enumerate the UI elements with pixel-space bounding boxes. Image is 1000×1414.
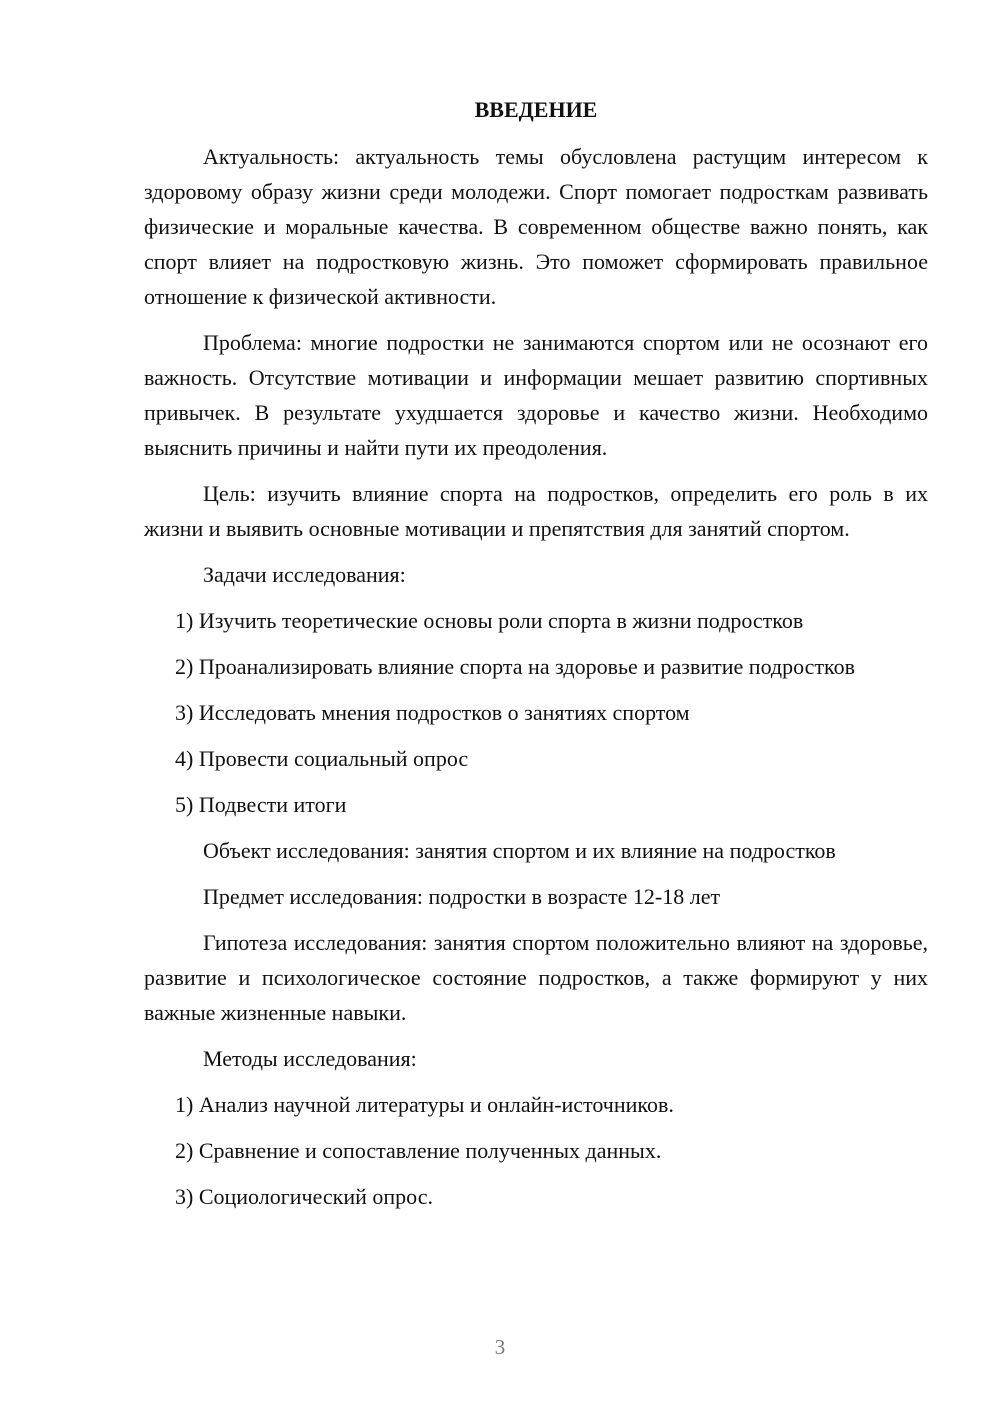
relevance-paragraph: Актуальность: актуальность темы обусловлена растущим интересом к здоровому образу жизни среди молодежи. Спорт помогает подросткам развивать физические и моральные качества. В современном обществе важно понять, как спорт влияет на подростковую жизнь. Это поможет сформировать правильное отношение к физической активности. <box>144 144 928 309</box>
page-number: 3 <box>494 1335 506 1359</box>
method-item: 3) Социологический опрос. <box>175 1184 433 1209</box>
method-item: 1) Анализ научной литературы и онлайн-источников. <box>175 1092 674 1117</box>
section-title: ВВЕДЕНИЕ <box>474 97 598 122</box>
research-subject: Предмет исследования: подростки в возрасте 12-18 лет <box>203 884 721 909</box>
task-item: 5) Подвести итоги <box>175 792 347 817</box>
method-item: 2) Сравнение и сопоставление полученных данных. <box>175 1138 662 1163</box>
tasks-heading: Задачи исследования: <box>203 562 406 587</box>
hypothesis-paragraph: Гипотеза исследования: занятия спортом положительно влияют на здоровье, развитие и психологическое состояние подростков, а также формируют у них важные жизненные навыки. <box>144 930 928 1025</box>
page-body <box>144 95 928 1214</box>
task-item: 4) Провести социальный опрос <box>175 746 469 771</box>
task-item: 3) Исследовать мнения подростков о занятиях спортом <box>175 700 690 725</box>
problem-paragraph: Проблема: многие подростки не занимаются спортом или не осознают его важность. Отсутствие мотивации и информации мешает развитию спортивных привычек. В результате ухудшается здоровье и качество жизни. Необходимо выяснить причины и найти пути их преодоления. <box>144 330 928 460</box>
research-object: Объект исследования: занятия спортом и их влияние на подростков <box>203 838 836 863</box>
task-item: 2) Проанализировать влияние спорта на здоровье и развитие подростков <box>175 654 856 679</box>
methods-heading: Методы исследования: <box>203 1046 417 1071</box>
task-item: 1) Изучить теоретические основы роли спорта в жизни подростков <box>175 608 804 633</box>
goal-paragraph: Цель: изучить влияние спорта на подростков, определить его роль в их жизни и выявить основные мотивации и препятствия для занятий спортом. <box>144 481 928 541</box>
